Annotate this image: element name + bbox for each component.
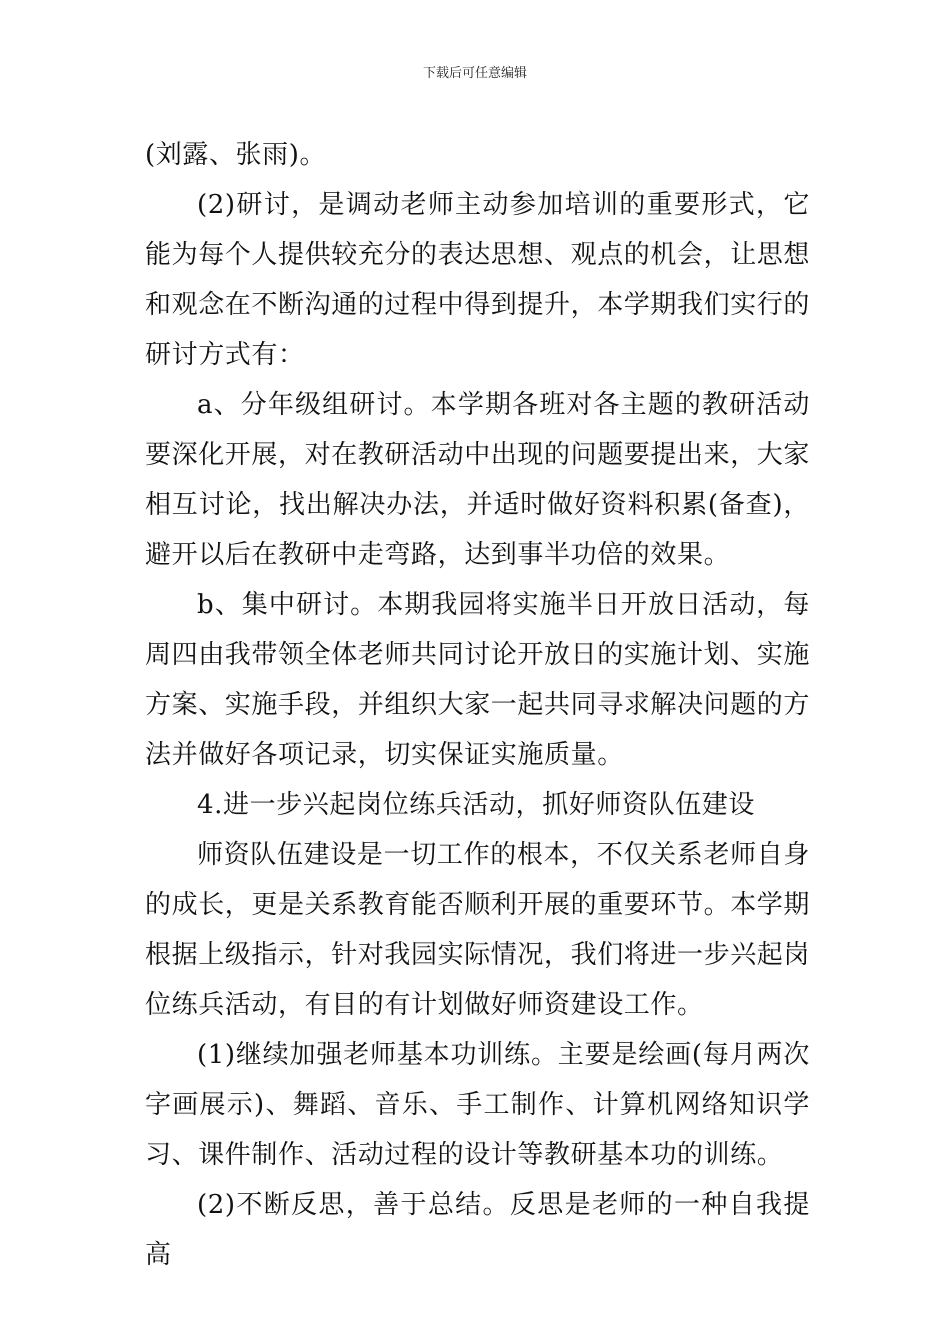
paragraph-grade-discussion: a、分年级组研讨。本学期各班对各主题的教研活动要深化开展，对在教研活动中出现的问题要提出来，大家相互讨论，找出解决办法，并适时做好资料积累(备查)，避开以后在教研中走弯路，达到事半功倍的效果。 (145, 390, 811, 570)
paragraph-basic-skills: (1)继续加强老师基本功训练。主要是绘画(每月两次字画展示)、舞蹈、音乐、手工制作、计算机网络知识学习、课件制作、活动过程的设计等教研基本功的训练。 (145, 1040, 810, 1170)
paragraph-team-building: 师资队伍建设是一切工作的根本，不仅关系老师自身的成长，更是关系教育能否顺利开展的重要环节。本学期根据上级指示，针对我园实际情况，我们将进一步兴起岗位练兵活动，有目的有计划做好师资建设工作。 (145, 840, 811, 1020)
section-heading: 4.进一步兴起岗位练兵活动，抓好师资队伍建设 (197, 790, 756, 820)
paragraph-discussion: (2)研讨，是调动老师主动参加培训的重要形式，它能为每个人提供较充分的表达思想、观点的机会，让思想和观念在不断沟通的过程中得到提升，本学期我们实行的研讨方式有： (145, 190, 811, 370)
document-body (145, 130, 810, 1280)
paragraph-continuation: (刘露、张雨)。 (145, 140, 327, 170)
paragraph-reflection: (2)不断反思，善于总结。反思是老师的一种自我提高 (145, 1190, 810, 1270)
paragraph-central-discussion: b、集中研讨。本期我园将实施半日开放日活动，每周四由我带领全体老师共同讨论开放日的实施计划、实施方案、实施手段，并组织大家一起共同寻求解决问题的方法并做好各项记录，切实保证实施质量。 (145, 590, 811, 770)
page-header: 下载后可任意编辑 (422, 66, 527, 81)
